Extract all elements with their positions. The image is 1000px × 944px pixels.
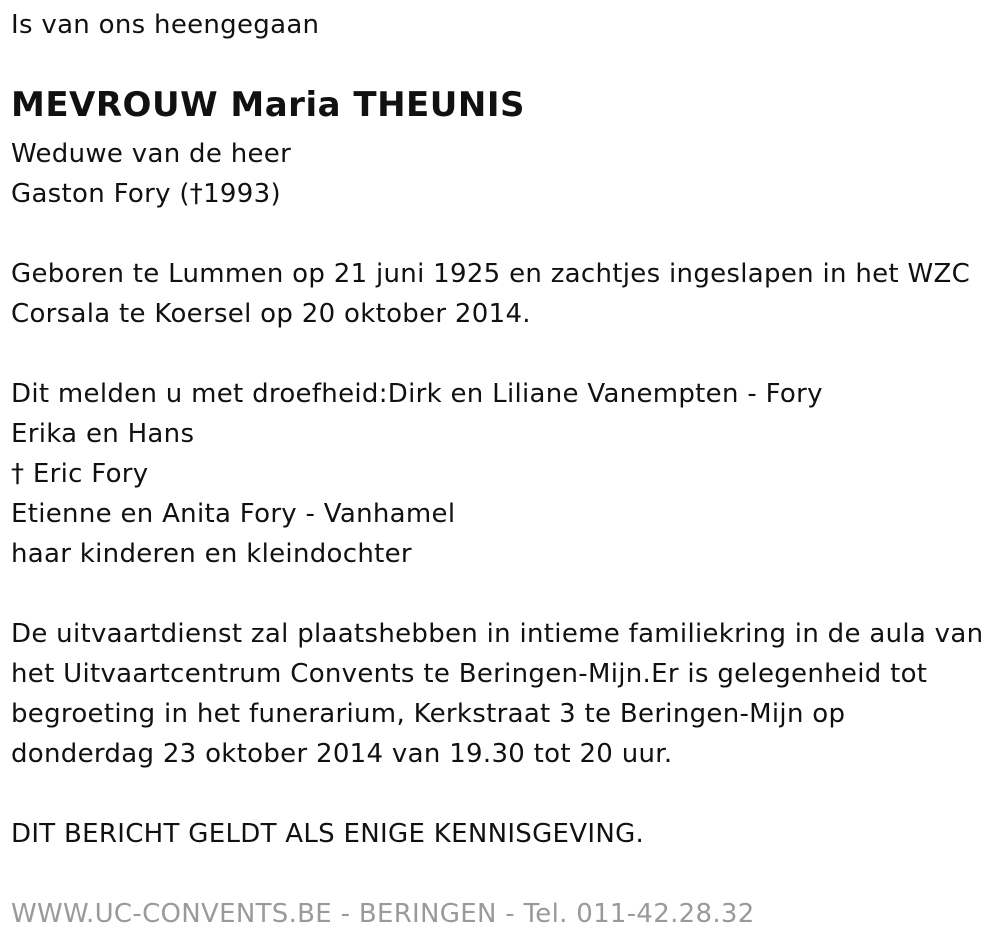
announcers-line-2: Erika en Hans	[11, 419, 195, 449]
widow-of-text: Weduwe van de heer	[11, 139, 292, 169]
ceremony-line-3: begroeting in het funerarium, Kerkstraat 3 te Beringen-Mijn op	[11, 699, 846, 729]
intro-text: Is van ons heengegaan	[11, 10, 320, 40]
birth-death-line-1: Geboren te Lummen op 21 juni 1925 en zachtjes ingeslapen in het WZC	[11, 259, 971, 289]
footer-contact: WWW.UC-CONVENTS.BE - BERINGEN - Tel. 011-42.28.32	[11, 899, 755, 929]
birth-death-line-2: Corsala te Koersel op 20 oktober 2014.	[11, 299, 531, 329]
announcers-line-1: Dit melden u met droefheid:Dirk en Liliane Vanempten - Fory	[11, 379, 823, 409]
announcers-line-4: Etienne en Anita Fory - Vanhamel	[11, 499, 456, 529]
announcers-line-5: haar kinderen en kleindochter	[11, 539, 412, 569]
ceremony-line-2: het Uitvaartcentrum Convents te Beringen-Mijn.Er is gelegenheid tot	[11, 659, 928, 689]
spouse-text: Gaston Fory (†1993)	[11, 179, 281, 209]
ceremony-line-1: De uitvaartdienst zal plaatshebben in intieme familiekring in de aula van	[11, 619, 984, 649]
announcers-line-3: † Eric Fory	[11, 459, 149, 489]
notice-text: DIT BERICHT GELDT ALS ENIGE KENNISGEVING.	[11, 819, 645, 849]
ceremony-line-4: donderdag 23 oktober 2014 van 19.30 tot 20 uur.	[11, 739, 673, 769]
deceased-name: MEVROUW Maria THEUNIS	[11, 85, 525, 125]
